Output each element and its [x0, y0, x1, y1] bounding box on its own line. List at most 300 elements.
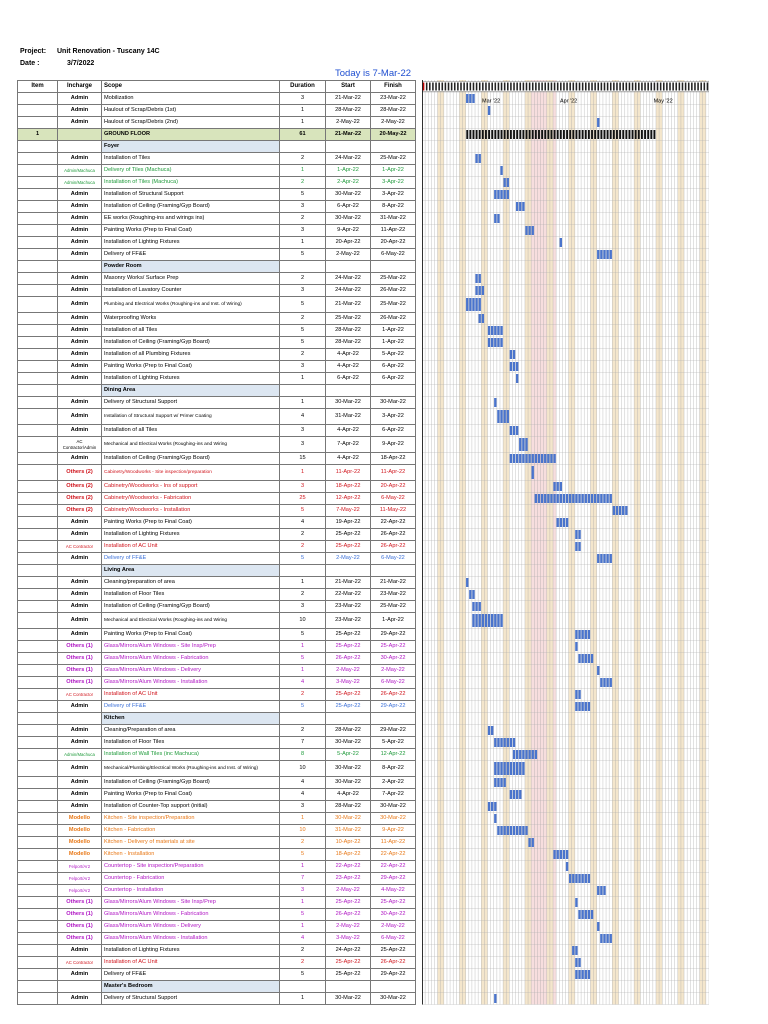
- table-row: [18, 813, 416, 825]
- scope-cell: Glass/Mirrors/Alum Windows - Fabrication: [102, 653, 280, 665]
- item-cell: [18, 313, 58, 325]
- task-bar-segment: [588, 630, 590, 639]
- task-bar-segment: [585, 874, 587, 883]
- duration-cell: 4: [280, 517, 326, 529]
- table-row: [18, 921, 416, 933]
- incharge-cell: Admin: [58, 577, 102, 589]
- ground-floor-bar-tick: [600, 130, 602, 139]
- timeline-tick: [607, 83, 609, 91]
- ground-floor-bar-tick: [650, 130, 652, 139]
- timeline-tick: [501, 83, 503, 91]
- task-bar-segment: [541, 494, 543, 503]
- ground-floor-bar-tick: [519, 130, 521, 139]
- timeline-tick: [454, 83, 456, 91]
- timeline-tick: [669, 83, 671, 91]
- table-row: [18, 629, 416, 641]
- item-cell: [18, 601, 58, 613]
- scope-cell: Installation of Lighting Fixtures: [102, 945, 280, 957]
- ground-floor-bar-tick: [610, 130, 612, 139]
- finish-cell: 21-Mar-22: [371, 577, 416, 589]
- scope-cell: Countertop - Installation: [102, 885, 280, 897]
- item-cell: [18, 665, 58, 677]
- duration-cell: 2: [280, 689, 326, 701]
- task-bar-segment: [516, 202, 518, 211]
- ground-floor-bar-tick: [641, 130, 643, 139]
- timeline-tick: [682, 83, 684, 91]
- start-cell: [326, 713, 371, 725]
- item-cell: [18, 189, 58, 201]
- finish-cell: 30-Apr-22: [371, 653, 416, 665]
- start-cell: 31-Mar-22: [326, 825, 371, 837]
- duration-cell: 15: [280, 453, 326, 465]
- item-cell: [18, 589, 58, 601]
- task-bar-segment: [494, 214, 496, 223]
- duration-cell: 10: [280, 825, 326, 837]
- finish-cell: 11-Apr-22: [371, 225, 416, 237]
- task-bar-segment: [510, 762, 512, 775]
- scope-cell: Haulout of Scrap/Debris (1st): [102, 105, 280, 117]
- task-bar-segment: [525, 438, 527, 451]
- table-row: [18, 589, 416, 601]
- timeline-tick: [688, 83, 690, 91]
- task-bar-segment: [479, 154, 481, 163]
- timeline-tick: [697, 83, 699, 91]
- duration-cell: [280, 261, 326, 273]
- task-bar-segment: [525, 454, 527, 463]
- task-bar-segment: [513, 454, 515, 463]
- incharge-cell: Admin: [58, 589, 102, 601]
- item-cell: [18, 273, 58, 285]
- start-cell: 21-Mar-22: [326, 93, 371, 105]
- timeline-tick: [510, 83, 512, 91]
- task-bar-segment: [528, 750, 530, 759]
- timeline-tick: [432, 83, 434, 91]
- start-cell: 31-Mar-22: [326, 409, 371, 425]
- scope-cell: Installation of Ceiling (Framing/Gyp Board): [102, 201, 280, 213]
- weekend-column: [459, 80, 462, 1005]
- task-bar-segment: [494, 190, 496, 199]
- table-row: [18, 397, 416, 409]
- timeline-tick: [460, 83, 462, 91]
- start-cell: 20-Apr-22: [326, 237, 371, 249]
- timeline-tick: [541, 83, 543, 91]
- task-bar-segment: [519, 750, 521, 759]
- timeline-tick: [563, 83, 565, 91]
- scope-cell: Installation of Counter-Top support (initial): [102, 801, 280, 813]
- incharge-cell: Admin: [58, 425, 102, 437]
- timeline-tick: [504, 83, 506, 91]
- item-cell: [18, 117, 58, 129]
- duration-cell: 1: [280, 373, 326, 385]
- task-bar-segment: [585, 654, 587, 663]
- ground-floor-bar-tick: [625, 130, 627, 139]
- task-bar-segment: [553, 850, 555, 859]
- timeline-tick: [579, 83, 581, 91]
- table-row: [18, 237, 416, 249]
- task-bar-segment: [578, 630, 580, 639]
- timeline-tick: [495, 83, 497, 91]
- task-bar-segment: [488, 614, 490, 627]
- timeline-tick: [622, 83, 624, 91]
- timeline-tick: [488, 83, 490, 91]
- task-bar-segment: [578, 702, 580, 711]
- timeline-tick: [651, 83, 653, 91]
- task-bar-segment: [581, 702, 583, 711]
- item-cell: [18, 981, 58, 993]
- incharge-cell: [58, 141, 102, 153]
- weekend-column: [484, 80, 487, 1005]
- item-cell: 1: [18, 129, 58, 141]
- task-bar-segment: [575, 898, 577, 907]
- task-bar-segment: [578, 494, 580, 503]
- timeline-tick: [519, 83, 521, 91]
- task-bar-segment: [557, 494, 559, 503]
- ground-floor-bar-tick: [622, 130, 624, 139]
- floor-row: [18, 129, 416, 141]
- task-bar-segment: [510, 826, 512, 835]
- incharge-cell: Admin: [58, 313, 102, 325]
- scope-cell: Painting Works (Prep to Final Coat): [102, 225, 280, 237]
- duration-cell: 2: [280, 541, 326, 553]
- start-cell: 4-Apr-22: [326, 789, 371, 801]
- incharge-cell: Admin: [58, 701, 102, 713]
- task-bar-segment: [513, 362, 515, 371]
- task-bar-segment: [522, 750, 524, 759]
- ground-floor-bar-tick: [551, 130, 553, 139]
- scope-cell: Masonry Works/ Surface Prep: [102, 273, 280, 285]
- task-bar-segment: [479, 274, 481, 283]
- start-cell: 30-Mar-22: [326, 189, 371, 201]
- timeline-tick: [491, 83, 493, 91]
- task-bar-segment: [597, 554, 599, 563]
- task-bar-segment: [597, 886, 599, 895]
- ground-floor-bar-tick: [482, 130, 484, 139]
- timeline-tick: [423, 83, 425, 91]
- duration-cell: 1: [280, 861, 326, 873]
- task-bar-segment: [575, 690, 577, 699]
- weekend-column: [438, 80, 441, 1005]
- task-bar-segment: [525, 826, 527, 835]
- timeline-tick: [429, 83, 431, 91]
- ground-floor-bar-tick: [529, 130, 531, 139]
- table-row: [18, 825, 416, 837]
- finish-cell: 20-Apr-22: [371, 237, 416, 249]
- timeline-tick: [679, 83, 681, 91]
- incharge-cell: Others (1): [58, 665, 102, 677]
- scope-cell: Installation of AC Unit: [102, 541, 280, 553]
- finish-cell: [371, 713, 416, 725]
- duration-cell: 1: [280, 665, 326, 677]
- finish-cell: 4-May-22: [371, 885, 416, 897]
- incharge-cell: AC Contractor/Admin: [58, 437, 102, 453]
- start-cell: 4-Apr-22: [326, 349, 371, 361]
- table-row: [18, 801, 416, 813]
- finish-cell: 30-Mar-22: [371, 993, 416, 1005]
- table-row: [18, 653, 416, 665]
- table-row: [18, 601, 416, 613]
- duration-cell: 3: [280, 361, 326, 373]
- timeline-tick: [482, 83, 484, 91]
- task-bar-segment: [466, 578, 468, 587]
- item-cell: [18, 885, 58, 897]
- section-row: [18, 385, 416, 397]
- timeline-tick: [448, 83, 450, 91]
- duration-cell: 5: [280, 629, 326, 641]
- incharge-cell: [58, 981, 102, 993]
- task-bar-segment: [594, 494, 596, 503]
- finish-cell: 30-Mar-22: [371, 813, 416, 825]
- scope-cell: Living Area: [102, 565, 280, 577]
- item-cell: [18, 201, 58, 213]
- ground-floor-bar-tick: [635, 130, 637, 139]
- timeline-tick: [685, 83, 687, 91]
- task-bar-segment: [519, 762, 521, 775]
- duration-cell: 1: [280, 641, 326, 653]
- ground-floor-bar-tick: [469, 130, 471, 139]
- incharge-cell: Admin: [58, 213, 102, 225]
- task-bar-segment: [503, 738, 505, 747]
- item-cell: [18, 813, 58, 825]
- duration-cell: 7: [280, 873, 326, 885]
- ground-floor-bar-tick: [522, 130, 524, 139]
- scope-cell: Installation of Wall Tiles (inc Machuca): [102, 749, 280, 761]
- timeline-tick: [470, 83, 472, 91]
- ground-floor-bar-tick: [579, 130, 581, 139]
- table-row: [18, 465, 416, 481]
- timeline-tick: [657, 83, 659, 91]
- task-bar-segment: [491, 726, 493, 735]
- task-bar-segment: [500, 762, 502, 775]
- incharge-cell: Admin: [58, 225, 102, 237]
- task-bar-segment: [610, 494, 612, 503]
- task-bar-segment: [528, 226, 530, 235]
- ground-floor-bar-tick: [591, 130, 593, 139]
- duration-cell: 2: [280, 945, 326, 957]
- task-bar-segment: [491, 614, 493, 627]
- timeline-tick: [569, 83, 571, 91]
- task-bar-segment: [510, 362, 512, 371]
- finish-cell: 18-Apr-22: [371, 453, 416, 465]
- start-cell: 25-Apr-22: [326, 957, 371, 969]
- weekend-column: [572, 80, 575, 1005]
- scope-cell: Painting Works (Prep to Final Coat): [102, 517, 280, 529]
- item-cell: [18, 337, 58, 349]
- timeline-tick: [654, 83, 656, 91]
- task-bar-segment: [553, 454, 555, 463]
- task-bar-segment: [575, 874, 577, 883]
- incharge-cell: Admin/Machuca: [58, 749, 102, 761]
- item-cell: [18, 141, 58, 153]
- task-bar-segment: [479, 314, 481, 323]
- finish-cell: 26-Apr-22: [371, 541, 416, 553]
- ground-floor-bar-tick: [547, 130, 549, 139]
- finish-cell: 26-Apr-22: [371, 957, 416, 969]
- task-bar-segment: [488, 726, 490, 735]
- timeline-tick: [660, 83, 662, 91]
- finish-cell: 23-Mar-22: [371, 93, 416, 105]
- start-cell: 21-Mar-22: [326, 297, 371, 313]
- incharge-cell: Others (1): [58, 677, 102, 689]
- start-cell: 9-Apr-22: [326, 225, 371, 237]
- table-row: [18, 957, 416, 969]
- finish-cell: 29-Apr-22: [371, 629, 416, 641]
- col-finish-header: Finish: [371, 81, 416, 93]
- task-bar-segment: [610, 678, 612, 687]
- weekend-column: [569, 80, 572, 1005]
- start-cell: [326, 141, 371, 153]
- incharge-cell: Admin: [58, 529, 102, 541]
- finish-cell: 22-Apr-22: [371, 861, 416, 873]
- ground-floor-bar-tick: [485, 130, 487, 139]
- timeline-tick: [647, 83, 649, 91]
- task-bar-segment: [472, 602, 474, 611]
- task-bar-segment: [591, 494, 593, 503]
- timeline-tick: [638, 83, 640, 91]
- table-row: [18, 613, 416, 629]
- incharge-cell: Others (1): [58, 897, 102, 909]
- incharge-cell: Admin: [58, 453, 102, 465]
- timeline-tick: [591, 83, 593, 91]
- duration-cell: 2: [280, 213, 326, 225]
- ground-floor-bar-tick: [488, 130, 490, 139]
- task-bar-segment: [500, 826, 502, 835]
- table-row: [18, 897, 416, 909]
- incharge-cell: Admin: [58, 189, 102, 201]
- scope-cell: Glass/Mirrors/Alum Windows - Installation: [102, 677, 280, 689]
- task-bar-segment: [510, 426, 512, 435]
- incharge-cell: Admin: [58, 237, 102, 249]
- item-cell: [18, 641, 58, 653]
- task-bar-segment: [472, 94, 474, 103]
- item-cell: [18, 437, 58, 453]
- task-bar-segment: [475, 274, 477, 283]
- finish-cell: 2-Apr-22: [371, 777, 416, 789]
- duration-cell: 5: [280, 297, 326, 313]
- item-cell: [18, 517, 58, 529]
- task-bar-segment: [535, 454, 537, 463]
- item-cell: [18, 677, 58, 689]
- scope-cell: Glass/Mirrors/Alum Windows - Fabrication: [102, 909, 280, 921]
- task-bar-segment: [585, 970, 587, 979]
- incharge-cell: Others (2): [58, 465, 102, 481]
- incharge-cell: [58, 385, 102, 397]
- item-cell: [18, 777, 58, 789]
- task-bar-segment: [497, 410, 499, 423]
- task-bar-segment: [494, 338, 496, 347]
- item-cell: [18, 385, 58, 397]
- task-bar-segment: [485, 614, 487, 627]
- start-cell: 24-Apr-22: [326, 945, 371, 957]
- date-value: 3/7/2022: [67, 60, 95, 67]
- task-bar-segment: [491, 326, 493, 335]
- scope-cell: Delivery of FF&E: [102, 969, 280, 981]
- start-cell: 25-Apr-22: [326, 541, 371, 553]
- scope-cell: Delivery of FF&E: [102, 701, 280, 713]
- section-row: [18, 565, 416, 577]
- timeline-tick: [566, 83, 568, 91]
- duration-cell: 3: [280, 885, 326, 897]
- item-cell: [18, 237, 58, 249]
- incharge-cell: Admin: [58, 153, 102, 165]
- start-cell: 26-Apr-22: [326, 909, 371, 921]
- task-bar-segment: [513, 790, 515, 799]
- section-row: [18, 141, 416, 153]
- month-label: May '22: [653, 98, 673, 105]
- ground-floor-bar-tick: [501, 130, 503, 139]
- start-cell: 28-Mar-22: [326, 725, 371, 737]
- incharge-cell: AC Contractor: [58, 541, 102, 553]
- scope-cell: Kitchen - Installation: [102, 849, 280, 861]
- ground-floor-bar-tick: [544, 130, 546, 139]
- weekend-column: [615, 80, 618, 1005]
- table-row: [18, 493, 416, 505]
- timeline-tick: [635, 83, 637, 91]
- task-bar-segment: [488, 326, 490, 335]
- start-cell: 24-Mar-22: [326, 273, 371, 285]
- table-row: [18, 885, 416, 897]
- task-bar-segment: [516, 374, 518, 383]
- scope-cell: Installation of Lighting Fixtures: [102, 529, 280, 541]
- ground-floor-bar-tick: [588, 130, 590, 139]
- task-bar-segment: [513, 826, 515, 835]
- col-scope-header: Scope: [102, 81, 280, 93]
- timeline-tick: [435, 83, 437, 91]
- table-row: [18, 933, 416, 945]
- duration-cell: 1: [280, 921, 326, 933]
- incharge-cell: Admin: [58, 361, 102, 373]
- duration-cell: 1: [280, 577, 326, 589]
- ground-floor-bar-tick: [479, 130, 481, 139]
- scope-cell: Kitchen - Delivery of materials at site: [102, 837, 280, 849]
- task-bar-segment: [500, 166, 502, 175]
- task-bar-segment: [606, 494, 608, 503]
- item-cell: [18, 689, 58, 701]
- start-cell: 30-Mar-22: [326, 993, 371, 1005]
- finish-cell: 29-Apr-22: [371, 873, 416, 885]
- task-bar-segment: [513, 350, 515, 359]
- finish-cell: 6-Apr-22: [371, 373, 416, 385]
- duration-cell: 2: [280, 957, 326, 969]
- task-bar-segment: [563, 518, 565, 527]
- timeline-tick: [601, 83, 603, 91]
- scope-cell: Installation of Lighting Fixtures: [102, 373, 280, 385]
- duration-cell: 8: [280, 749, 326, 761]
- timeline-tick: [700, 83, 702, 91]
- ground-floor-bar-tick: [491, 130, 493, 139]
- table-row: [18, 529, 416, 541]
- incharge-cell: Others (2): [58, 481, 102, 493]
- scope-cell: Plumbing and Electrical Works (Roughing-ins and Inst. of Wiring): [102, 297, 280, 313]
- task-bar-segment: [591, 910, 593, 919]
- scope-cell: Haulout of Scrap/Debris (2nd): [102, 117, 280, 129]
- table-row: [18, 677, 416, 689]
- incharge-cell: Others (1): [58, 909, 102, 921]
- task-bar-segment: [510, 454, 512, 463]
- ground-floor-bar-tick: [638, 130, 640, 139]
- table-row: [18, 117, 416, 129]
- scope-cell: Mechanical and Electical Works (Roughing-ins and Wiring: [102, 613, 280, 629]
- incharge-cell: Modello: [58, 825, 102, 837]
- scope-cell: Installation of Lighting Fixtures: [102, 237, 280, 249]
- finish-cell: 11-Apr-22: [371, 465, 416, 481]
- timeline-tick: [457, 83, 459, 91]
- start-cell: 24-Mar-22: [326, 153, 371, 165]
- duration-cell: [280, 385, 326, 397]
- task-bar-segment: [507, 738, 509, 747]
- timeline-tick: [604, 83, 606, 91]
- task-bar-segment: [538, 494, 540, 503]
- table-row: [18, 213, 416, 225]
